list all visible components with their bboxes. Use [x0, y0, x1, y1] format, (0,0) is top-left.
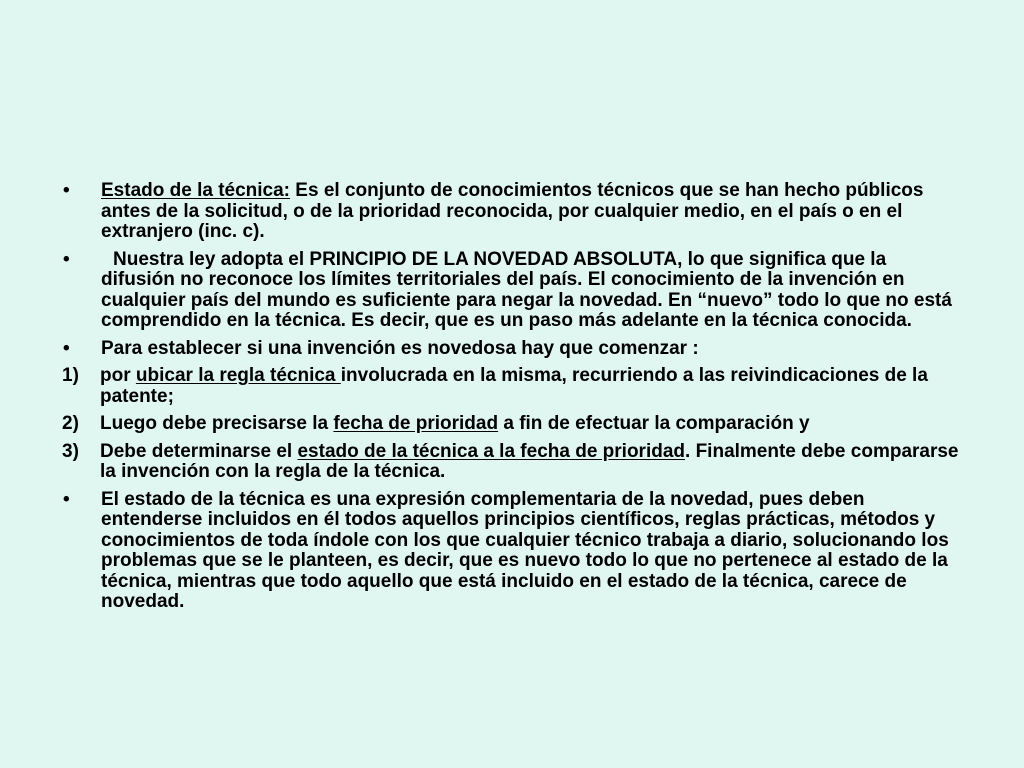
bullet-marker: • — [63, 337, 70, 359]
underlined-phrase: ubicar la regla técnica — [135, 365, 341, 386]
underlined-phrase: fecha de prioridad — [333, 413, 499, 434]
list-item — [62, 442, 962, 483]
item-text — [100, 414, 962, 435]
item-text — [100, 366, 962, 407]
slide-body — [62, 181, 962, 620]
number-marker: 1) — [62, 365, 79, 386]
text-segment: a fin de efectuar la comparación y — [498, 413, 810, 434]
text-segment: Debe determinarse el — [100, 440, 298, 462]
item-text — [101, 339, 962, 360]
item-text — [101, 181, 962, 243]
term-estado-de-la-tecnica: Estado de la técnica: — [101, 180, 291, 201]
item-text — [100, 442, 962, 483]
text-segment: Luego debe precisarse la — [100, 413, 334, 434]
number-marker: 3) — [62, 440, 79, 462]
underlined-phrase: estado de la técnica a la fecha de prioridad — [297, 440, 686, 462]
bullet-marker: • — [63, 248, 70, 270]
list-item — [62, 339, 962, 360]
text-segment: Para establecer si una invención es novedosa hay que comenzar : — [101, 337, 699, 359]
item-text — [101, 490, 962, 613]
text-segment: El estado de la técnica es una expresión complementaria de la novedad, pues deben entenderse incluidos en él todos aquellos principios científicos, reglas prácticas, métodos y conocimientos de toda índole con los que cualquier técnico trabaja a diario, solucionando los problemas que se le planteen, es decir, que es nuevo todo lo que no pertenece al estado de la técnica, mientras que todo aquello que está incluido en el estado de la técnica, carece de novedad. — [101, 488, 949, 612]
list-item — [62, 366, 962, 407]
list-item — [62, 490, 962, 613]
list-item — [62, 414, 962, 435]
list-item — [62, 250, 962, 332]
bullet-marker: • — [63, 180, 70, 201]
text-segment: involucrada en la misma, recurriendo a las reivindicaciones de la patente; — [100, 365, 928, 407]
text-segment: Nuestra ley adopta el PRINCIPIO DE LA NOVEDAD ABSOLUTA, lo que significa que la difusión no reconoce los límites territoriales del país. El conocimiento de la invención en cualquier país del mundo es suficiente para negar la novedad. En “nuevo” todo lo que no está comprendido en la técnica. Es decir, que es un paso más adelante en la técnica conocida. — [101, 248, 952, 331]
bullet-marker: • — [63, 488, 70, 510]
number-marker: 2) — [62, 413, 79, 434]
text-segment: . Finalmente debe compararse la invención con la regla de la técnica. — [100, 440, 959, 482]
text-segment: por — [100, 365, 136, 386]
list-item — [62, 181, 962, 243]
item-text — [101, 250, 962, 332]
text-segment: Es el conjunto de conocimientos técnicos que se han hecho públicos antes de la solicitud, o de la prioridad reconocida, por cualquier medio, en el país o en el extranjero (inc. c). — [101, 180, 924, 242]
